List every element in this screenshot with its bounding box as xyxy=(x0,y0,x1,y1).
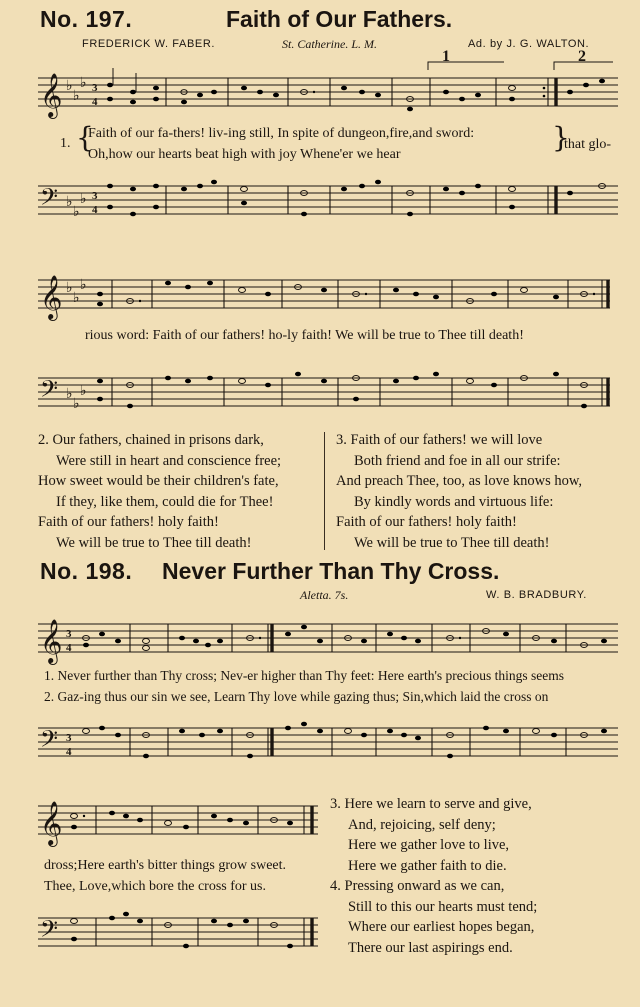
hymn-198-lyric-line-1: 1. Never further than Thy cross; Nev-er higher than Thy feet: Here earth's precious things seems xyxy=(44,668,565,683)
svg-text:♭: ♭ xyxy=(73,204,80,220)
svg-text:3: 3 xyxy=(66,628,72,640)
hymn-198-lyric-line-4: Thee, Love,which bore the cross for us. xyxy=(44,879,266,894)
hymn-198-system-2-bass-staff xyxy=(38,908,318,958)
svg-text:3: 3 xyxy=(92,190,98,202)
svg-text:♭: ♭ xyxy=(66,386,73,402)
svg-text:♭: ♭ xyxy=(66,280,73,296)
hymn-197-tune: St. Catherine. L. M. xyxy=(282,37,377,51)
svg-text:4: 4 xyxy=(92,204,98,216)
svg-text:𝄞: 𝄞 xyxy=(40,275,63,319)
hymn-198-system-1-bass-staff xyxy=(38,718,618,768)
hymn-198-system-2-treble-staff xyxy=(38,796,318,846)
hymn-198-verse-3: 3. Here we learn to serve and give, And, rejoicing, self deny; Here we gather love to live, Here we gather faith to die. xyxy=(330,796,532,874)
svg-text:𝄞: 𝄞 xyxy=(40,619,63,663)
hymn-197-lyric-line-1b: Oh,how our hearts beat high with joy Whene'er we hear xyxy=(88,147,401,162)
hymn-198-lyric-line-3: dross;Here earth's bitter things grow sweet. xyxy=(44,858,287,873)
hymn-197-stanza-number: 1. xyxy=(60,136,71,151)
hymn-198-system-1-treble-staff xyxy=(38,614,618,664)
hymn-197-system-2-bass-staff xyxy=(38,368,610,418)
svg-text:♭: ♭ xyxy=(73,396,80,412)
svg-text:𝄞: 𝄞 xyxy=(40,73,63,117)
hymn-198-number: No. 198. xyxy=(40,558,133,584)
hymn-197-lyric-line-1a: Faith of our fa-thers! liv-ing still, In spite of dungeon,fire,and sword: xyxy=(88,126,475,141)
svg-text:4: 4 xyxy=(66,746,72,758)
hymn-198-lyric-line-2: 2. Gaz-ing thus our sin we see, Learn Thy love while gazing thus; Sin,which laid the cross on xyxy=(44,689,549,704)
svg-text:3: 3 xyxy=(92,82,98,94)
svg-text:♭: ♭ xyxy=(66,78,73,94)
svg-text:𝄢: 𝄢 xyxy=(40,725,59,758)
svg-text:♭: ♭ xyxy=(73,88,80,104)
hymn-197-verse-2: 2. Our fathers, chained in prisons dark, Were still in heart and conscience free; How sweet would be their children's fate, If they, like them, could die for Thee! Faith of our fathers! holy faith! We will be true to Thee till death! xyxy=(38,432,282,551)
hymn-198-tune: Aletta. 7s. xyxy=(300,588,349,602)
hymn-197-lyric-line-2: rious word: Faith of our fathers! ho-ly faith! We will be true to Thee till death! xyxy=(85,328,524,343)
svg-text:♭: ♭ xyxy=(80,75,87,91)
svg-text:4: 4 xyxy=(92,96,98,108)
svg-text:4: 4 xyxy=(66,642,72,654)
hymn-197-title: Faith of Our Fathers. xyxy=(226,6,453,32)
svg-text:3: 3 xyxy=(66,732,72,744)
svg-text:♭: ♭ xyxy=(80,383,87,399)
ending-1-label: 1 xyxy=(442,48,450,65)
hymn-198-title: Never Further Than Thy Cross. xyxy=(162,558,500,584)
right-brace: } xyxy=(552,121,570,154)
hymn-197-author: FREDERICK W. FABER. xyxy=(82,38,216,50)
hymn-197-system-1-bass-staff xyxy=(38,176,618,226)
hymn-197-verse-3: 3. Faith of our fathers! we will love Both friend and foe in all our strife: And preach Thee, too, as love knows how, By kindly words and virtuous life: Faith of our fathers! holy faith! We will be true to Thee till death! xyxy=(336,432,583,551)
svg-text:𝄢: 𝄢 xyxy=(40,915,59,948)
left-brace: { xyxy=(76,121,94,154)
svg-text:♭: ♭ xyxy=(80,191,87,207)
hymn-197-number: No. 197. xyxy=(40,6,133,32)
svg-text:♭: ♭ xyxy=(66,194,73,210)
svg-text:𝄢: 𝄢 xyxy=(40,375,59,408)
svg-text:𝄢: 𝄢 xyxy=(40,183,59,216)
hymn-197-system-2-treble-staff xyxy=(38,270,610,320)
hymn-197-lyric-line-1c: that glo- xyxy=(564,137,612,152)
notes xyxy=(107,68,605,111)
svg-text:♭: ♭ xyxy=(80,277,87,293)
hymn-198-composer: W. B. BRADBURY. xyxy=(486,589,587,601)
hymn-198-verse-4: 4. Pressing onward as we can, Still to this our hearts must tend; Where our earliest hopes began, There our last aspirings end. xyxy=(330,878,538,956)
verse-divider xyxy=(324,432,325,550)
svg-text:𝄞: 𝄞 xyxy=(40,801,63,845)
svg-text:♭: ♭ xyxy=(73,290,80,306)
hymn-197-system-1-treble-staff xyxy=(38,68,618,118)
hymn-197-arranger: Ad. by J. G. WALTON. xyxy=(468,38,590,50)
ending-2-label: 2 xyxy=(578,48,586,65)
